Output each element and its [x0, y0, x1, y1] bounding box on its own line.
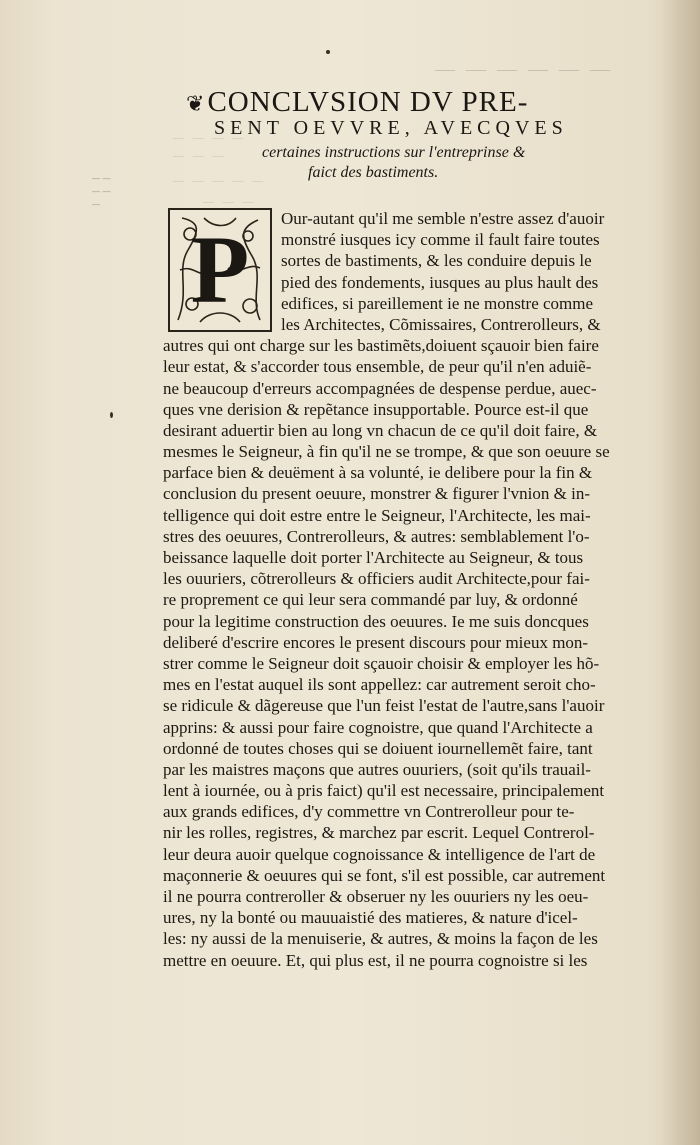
ink-speck: [326, 50, 330, 54]
body-text: [163, 208, 643, 971]
text-line: les ouuriers, cõtrerolleurs & officiers audit Architecte,pour fai-: [163, 569, 590, 589]
text-line: il ne pourra contreroller & obseruer ny les ouuriers ny les oeu-: [163, 887, 589, 906]
show-through-text: ― ― ― ―: [170, 132, 244, 144]
text-line: ne beaucoup d'erreurs accompagnées de despense perdue, auec-: [163, 378, 597, 398]
text-line: lent à iournée, ou à pris faict) qu'il est necessaire, principalement: [163, 781, 605, 801]
text-line: parface bien & deuëment à sa volunté, ie delibere pour la fin &: [163, 463, 593, 483]
show-through-running-head: ― ― ― ― ― ―: [432, 58, 610, 80]
text-line: strer comme le Seigneur doit sçauoir choisir & employer les hõ-: [163, 653, 600, 673]
text-line: mettre en oeuure. Et, qui plus est, il ne pourra cognoistre si les: [163, 950, 588, 970]
text-line: les Architectes, Cõmissaires, Contrerolleurs, &: [281, 314, 601, 334]
text-line: sortes de bastiments, & les conduire depuis le: [281, 251, 592, 271]
text-line: telligence qui doit estre entre le Seigneur, l'Architecte, les mai-: [163, 505, 591, 525]
text-line: se ridicule & dãgereuse que l'un feist l'estat de l'autre,sans l'auoir: [163, 696, 605, 716]
chapter-title-line1: CONCLVSION DV PRE-: [207, 86, 529, 118]
text-line: edifices, si pareillement ie ne monstre comme: [281, 293, 594, 313]
text-line: ques vne derision & repẽtance insupportable. Pource est-il que: [163, 399, 589, 419]
drop-cap-letter: P: [190, 216, 250, 323]
chapter-subtitle-line2: faict des bastiments.: [308, 164, 439, 181]
show-through-text: ― ― ―: [170, 150, 224, 162]
page-edge-shadow: [660, 0, 700, 1145]
fleuron-icon: ❦: [186, 91, 206, 116]
chapter-subtitle-line1: certaines instructions sur l'entreprinse &: [262, 144, 526, 161]
text-line: desirant aduertir bien au long vn chacun de ce qu'il doit faire, &: [163, 420, 598, 440]
text-line: pied des fondements, iusques au plus hault des: [281, 272, 599, 292]
text-line: re proprement ce qui leur sera commandé par luy, & ordonné: [163, 590, 578, 610]
text-line: conclusion du present oeuure, monstrer & figurer l'vnion & in-: [163, 484, 591, 504]
show-through-text: ― ― ― ― ―: [170, 175, 263, 187]
ink-speck: [110, 412, 113, 418]
chapter-title-line2: SENT OEVVRE, AVECQVES: [214, 117, 568, 139]
text-line: autres qui ont charge sur les bastimẽts,doiuent sçauoir bien faire: [163, 336, 599, 356]
text-line: monstré iusques icy comme il fault faire toutes: [281, 230, 600, 250]
text-line: par les maistres maçons que autres ouuriers, (soit qu'ils trauail-: [163, 759, 591, 779]
chapter-title: [186, 86, 616, 120]
text-line: mesmes le Seigneur, à fin qu'il ne se trompe, & que son oeuure se: [163, 442, 610, 462]
text-line: maçonnerie & oeuures qui se font, s'il est possible, car autrement: [163, 865, 606, 885]
text-line: les: ny aussi de la menuiserie, & autres, & moins la façon de les: [163, 929, 598, 949]
text-line: aux grands edifices, d'y commettre vn Contrerolleur pour te-: [163, 802, 575, 822]
show-through-text: ― ― ―: [200, 196, 254, 208]
text-line: ures, ny la bonté ou mauuaistié des matieres, & nature d'icel-: [163, 908, 578, 928]
text-line: apprins: & aussi pour faire cognoistre, que quand l'Architecte a: [163, 717, 593, 737]
text-line: mes en l'estat auquel ils sont appellez: car autrement seroit cho-: [163, 675, 596, 695]
text-line: leur deura auoir quelque cognoissance & intelligence de l'art de: [163, 844, 596, 864]
text-line: nir les rolles, registres, & marchez par escrit. Lequel Contrerol-: [163, 823, 595, 843]
text-line: beissance laquelle doit porter l'Architecte au Seigneur, & tous: [163, 548, 584, 567]
text-line: pour la legitime construction des oeuures. Ie me suis doncques: [163, 611, 589, 631]
text-line: leur estat, & s'accorder tous ensemble, de peur qu'il n'en aduiẽ-: [163, 357, 592, 377]
text-line: stres des oeuures, Contrerolleurs, & autres: semblablement l'o-: [163, 526, 590, 546]
show-through-margin-note: ― ― ― ― ―: [92, 174, 111, 209]
text-line: Our-autant qu'il me semble n'estre assez d'auoir: [281, 209, 605, 228]
text-line: ordonné de toutes choses qui se doiuent iournellemẽt faire, tant: [163, 738, 593, 758]
text-line: deliberé d'escrire encores le present discours pour mieux mon-: [163, 632, 589, 652]
